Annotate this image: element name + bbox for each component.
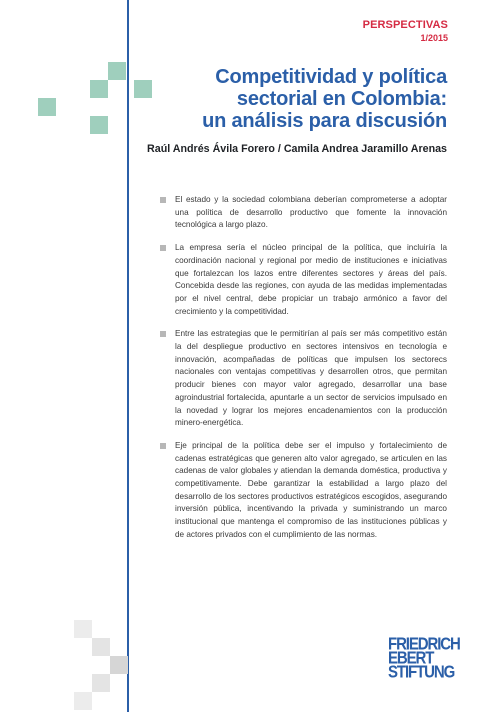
summary-bullet-list [160, 194, 447, 552]
series-number: 1/2015 [420, 33, 448, 43]
decorative-square [90, 116, 108, 134]
logo-line: STIFTUNG [388, 662, 455, 683]
series-name: PERSPECTIVAS [362, 19, 448, 31]
decorative-square [90, 80, 108, 98]
summary-bullet [160, 242, 447, 318]
bullet-text: Eje principal de la política debe ser el impulso y fortalecimiento de cadenas estratégicas que generen alto valor agregado, se articulen en las cadenas de valor globales y atiendan la demanda doméstica, productiva y competitivamente. Debe garantizar la estabilidad a largo plazo del desarrollo de los sectores productivos estratégicos escogidos, asegurando inversión pública, incentivando la privada y suministrando un marco institucional que mantenga el compromiso de las instituciones públicas y de actores privados con el cumplimiento de las normas. [175, 440, 447, 539]
summary-bullet [160, 328, 447, 430]
decorative-square [92, 638, 110, 656]
bullet-text: La empresa sería el núcleo principal de la política, que incluiría la coordinación nacional y regional por medio de instituciones e iniciativas que fortalezcan los lazos entre diferentes sectores y áreas del país. Concebida desde las regiones, con ayuda de las medidas implementadas por el nivel central, debe propiciar un trabajo armónico a favor del crecimiento y la competitividad. [175, 243, 447, 316]
bullet-square-icon [160, 331, 166, 337]
decorative-square [92, 674, 110, 692]
page-title [147, 66, 447, 132]
logo-line: FRIEDRICH [388, 634, 460, 655]
decorative-square [38, 98, 56, 116]
series-label [363, 19, 448, 45]
vertical-divider-line [127, 0, 129, 712]
summary-bullet [160, 194, 447, 232]
bullet-square-icon [160, 245, 166, 251]
summary-bullet [160, 440, 447, 542]
decorative-square [110, 656, 128, 674]
title-line: un análisis para discusión [202, 110, 447, 132]
title-line: Competitividad y política [215, 66, 447, 88]
title-line: sectorial en Colombia: [236, 88, 447, 110]
bullet-square-icon [160, 443, 166, 449]
decorative-square [74, 692, 92, 710]
bullet-text: Entre las estrategias que le permitirían al país ser más competitivo están la del despliegue productivo en sectores intensivos en tecnología e innovación, acompañadas de políticas que impulsen los sectorecs nacionales con ventajas competitivas y desarrollen otros, que permitan producir bienes con mayor valor agregado, desarrollar una base agroindustrial fortalecida, apuntarle a un sector de servicios impulsado en la novedad y lograr los mejores encadenamientos con la producción minero-energética. [175, 329, 447, 428]
fes-logo [388, 634, 460, 683]
logo-line: EBERT [388, 648, 434, 669]
authors: Raúl Andrés Ávila Forero / Camila Andrea Jaramillo Arenas [147, 143, 447, 155]
decorative-square [108, 62, 126, 80]
decorative-square [74, 620, 92, 638]
bullet-text: El estado y la sociedad colombiana deberían comprometerse a adoptar una política de desarrollo productivo que fomente la innovación tecnológica a largo plazo. [175, 195, 447, 230]
bullet-square-icon [160, 197, 166, 203]
